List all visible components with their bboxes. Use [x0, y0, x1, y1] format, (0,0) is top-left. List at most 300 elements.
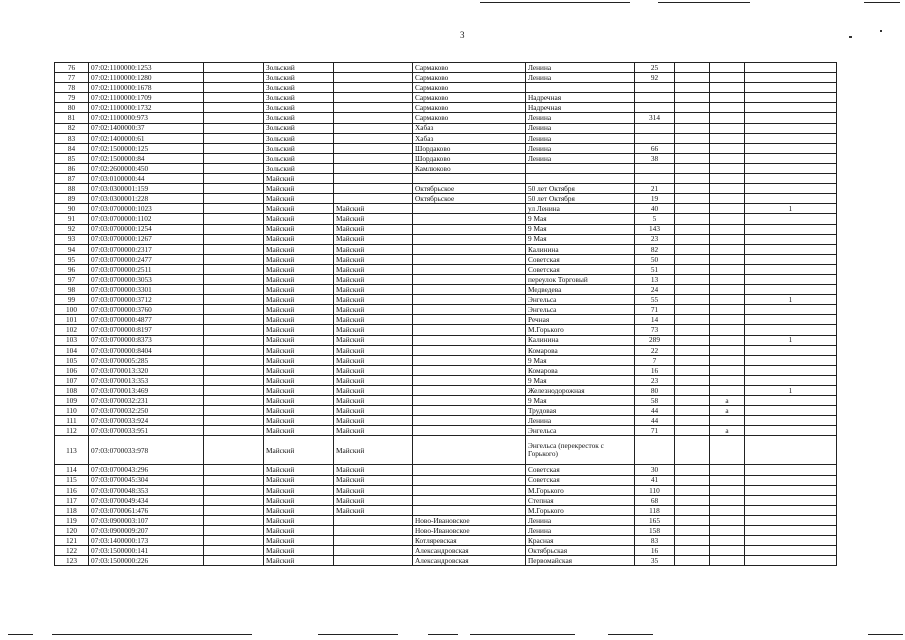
cell-letter	[710, 485, 745, 495]
cell-cadastral: 07:03:0700000:8197	[89, 325, 204, 335]
cell-cadastral: 07:03:1500000:141	[89, 546, 204, 556]
table-row	[55, 174, 837, 184]
cell-district: Майский	[264, 495, 334, 505]
cell-locality: Ново-Ивановское	[413, 515, 526, 525]
cell-cadastral: 07:03:0700033:924	[89, 416, 204, 426]
cell-letter	[710, 335, 745, 345]
cell-mark	[745, 103, 837, 113]
cell-house: 92	[635, 73, 675, 83]
cell-settlement: Майский	[334, 305, 413, 315]
cell-settlement	[334, 63, 413, 73]
cell-house: 7	[635, 355, 675, 365]
cell-mark: 1	[745, 204, 837, 214]
cell-street: Октябрьская	[526, 546, 635, 556]
cell-blank	[204, 63, 264, 73]
cell-settlement: Майский	[334, 416, 413, 426]
cell-district: Майский	[264, 194, 334, 204]
cell-cadastral: 07:03:0700000:2317	[89, 244, 204, 254]
table-row	[55, 83, 837, 93]
cell-blank	[204, 103, 264, 113]
table-row	[55, 485, 837, 495]
cell-blank	[204, 315, 264, 325]
cell-letter: а	[710, 406, 745, 416]
cell-street: 50 лет Октября	[526, 184, 635, 194]
cadastral-table	[54, 62, 837, 566]
cell-mark	[745, 234, 837, 244]
cell-district: Майский	[264, 505, 334, 515]
cell-house: 16	[635, 546, 675, 556]
cell-letter	[710, 305, 745, 315]
cell-blank	[204, 386, 264, 396]
bottom-rule-2	[52, 634, 252, 635]
cell-street: Надречная	[526, 103, 635, 113]
cell-district: Майский	[264, 426, 334, 436]
cell-settlement: Майский	[334, 254, 413, 264]
cell-blank	[204, 234, 264, 244]
cell-blank	[204, 214, 264, 224]
cell-locality	[413, 375, 526, 385]
cell-no: 77	[55, 73, 89, 83]
cell-locality: Шордаково	[413, 153, 526, 163]
page-number: 3	[460, 30, 465, 40]
table-row	[55, 335, 837, 345]
cell-district: Майский	[264, 335, 334, 345]
cell-cadastral: 07:02:1500000:84	[89, 153, 204, 163]
cell-settlement: Майский	[334, 224, 413, 234]
cell-settlement: Майский	[334, 365, 413, 375]
cell-settlement	[334, 113, 413, 123]
cell-mark	[745, 264, 837, 274]
cell-house: 24	[635, 285, 675, 295]
table-row	[55, 133, 837, 143]
cell-locality: Котляревская	[413, 536, 526, 546]
cell-district: Зольский	[264, 143, 334, 153]
cell-street: Комарова	[526, 365, 635, 375]
cell-flat	[675, 73, 710, 83]
cell-blank	[204, 174, 264, 184]
cell-street: 9 Мая	[526, 224, 635, 234]
table-row	[55, 123, 837, 133]
cell-blank	[204, 536, 264, 546]
cell-mark	[745, 325, 837, 335]
cell-blank	[204, 305, 264, 315]
cell-letter	[710, 174, 745, 184]
cell-settlement	[334, 93, 413, 103]
cell-mark	[745, 515, 837, 525]
cell-flat	[675, 163, 710, 173]
cell-no: 109	[55, 396, 89, 406]
cell-letter	[710, 123, 745, 133]
scan-speck	[849, 36, 852, 38]
cell-settlement	[334, 515, 413, 525]
cell-no: 89	[55, 194, 89, 204]
cell-flat	[675, 194, 710, 204]
cell-district: Майский	[264, 375, 334, 385]
cell-street: Советская	[526, 465, 635, 475]
cell-house: 83	[635, 536, 675, 546]
cell-district: Майский	[264, 396, 334, 406]
cell-locality	[413, 295, 526, 305]
cell-blank	[204, 355, 264, 365]
cell-mark	[745, 224, 837, 234]
cell-letter	[710, 505, 745, 515]
cell-flat	[675, 315, 710, 325]
cell-flat	[675, 536, 710, 546]
cell-letter	[710, 556, 745, 566]
cell-mark	[745, 536, 837, 546]
cell-district: Зольский	[264, 113, 334, 123]
cell-letter	[710, 274, 745, 284]
cell-locality: Хабаз	[413, 133, 526, 143]
cell-blank	[204, 254, 264, 264]
cell-cadastral: 07:03:0700000:3053	[89, 274, 204, 284]
cell-street: Комарова	[526, 345, 635, 355]
table-row	[55, 475, 837, 485]
cell-cadastral: 07:03:0700013:320	[89, 365, 204, 375]
cell-letter	[710, 475, 745, 485]
cell-blank	[204, 556, 264, 566]
cell-blank	[204, 184, 264, 194]
cell-cadastral: 07:02:1100000:1732	[89, 103, 204, 113]
table-row	[55, 416, 837, 426]
cell-settlement: Майский	[334, 485, 413, 495]
cell-house: 71	[635, 305, 675, 315]
cell-mark	[745, 315, 837, 325]
cell-letter	[710, 325, 745, 335]
cell-locality	[413, 426, 526, 436]
cell-street: 9 Мая	[526, 214, 635, 224]
cell-district: Майский	[264, 285, 334, 295]
cell-cadastral: 07:03:1400000:173	[89, 536, 204, 546]
cell-flat	[675, 153, 710, 163]
cell-no: 94	[55, 244, 89, 254]
cell-district: Майский	[264, 204, 334, 214]
cell-blank	[204, 113, 264, 123]
cell-street: Красная	[526, 536, 635, 546]
cell-street: 50 лет Октября	[526, 194, 635, 204]
cell-flat	[675, 143, 710, 153]
cell-cadastral: 07:03:0300001:159	[89, 184, 204, 194]
cell-mark	[745, 546, 837, 556]
cell-street: Советская	[526, 254, 635, 264]
cell-mark	[745, 244, 837, 254]
cell-no: 97	[55, 274, 89, 284]
cell-settlement: Майский	[334, 345, 413, 355]
cell-letter: а	[710, 426, 745, 436]
cell-no: 118	[55, 505, 89, 515]
cell-flat	[675, 375, 710, 385]
cell-mark	[745, 163, 837, 173]
cell-street: Первомайская	[526, 556, 635, 566]
cell-flat	[675, 103, 710, 113]
cell-blank	[204, 123, 264, 133]
cell-locality: Сармаково	[413, 93, 526, 103]
cell-settlement	[334, 556, 413, 566]
cell-house: 14	[635, 315, 675, 325]
cell-letter	[710, 254, 745, 264]
cell-locality	[413, 355, 526, 365]
cell-house: 51	[635, 264, 675, 274]
cell-cadastral: 07:03:0700005:285	[89, 355, 204, 365]
table-row	[55, 184, 837, 194]
cell-district: Майский	[264, 386, 334, 396]
cell-settlement	[334, 526, 413, 536]
cell-cadastral: 07:03:0700043:296	[89, 465, 204, 475]
cell-settlement: Майский	[334, 436, 413, 465]
bottom-rule-7	[868, 634, 903, 635]
cell-no: 110	[55, 406, 89, 416]
cell-locality	[413, 485, 526, 495]
cell-mark	[745, 505, 837, 515]
cell-settlement	[334, 546, 413, 556]
cell-settlement: Майский	[334, 386, 413, 396]
cell-cadastral: 07:03:0700000:1267	[89, 234, 204, 244]
cell-no: 122	[55, 546, 89, 556]
table-row	[55, 224, 837, 234]
cell-street: Калинина	[526, 244, 635, 254]
cell-locality	[413, 264, 526, 274]
table-row	[55, 295, 837, 305]
cell-mark: 1	[745, 335, 837, 345]
cell-flat	[675, 93, 710, 103]
cell-mark	[745, 194, 837, 204]
cell-district: Зольский	[264, 133, 334, 143]
cell-no: 84	[55, 143, 89, 153]
cell-cadastral: 07:02:1100000:973	[89, 113, 204, 123]
cell-locality	[413, 214, 526, 224]
cell-no: 117	[55, 495, 89, 505]
cell-street: М.Горького	[526, 505, 635, 515]
cell-settlement: Майский	[334, 375, 413, 385]
cell-flat	[675, 264, 710, 274]
cell-no: 116	[55, 485, 89, 495]
cell-flat	[675, 355, 710, 365]
table-row	[55, 515, 837, 525]
cell-flat	[675, 285, 710, 295]
cell-house: 118	[635, 505, 675, 515]
cell-house: 19	[635, 194, 675, 204]
table-row	[55, 285, 837, 295]
cell-flat	[675, 386, 710, 396]
cell-district: Майский	[264, 515, 334, 525]
cell-mark	[745, 123, 837, 133]
cell-flat	[675, 113, 710, 123]
cell-flat	[675, 365, 710, 375]
table-row	[55, 325, 837, 335]
bottom-rule-5	[470, 634, 575, 635]
cell-mark	[745, 426, 837, 436]
cell-house: 66	[635, 143, 675, 153]
cell-blank	[204, 436, 264, 465]
cell-letter	[710, 133, 745, 143]
cell-locality: Камлюково	[413, 163, 526, 173]
cell-district: Зольский	[264, 93, 334, 103]
cell-district: Майский	[264, 315, 334, 325]
cell-letter	[710, 143, 745, 153]
cell-settlement: Майский	[334, 495, 413, 505]
cell-settlement: Майский	[334, 234, 413, 244]
cell-settlement: Майский	[334, 426, 413, 436]
cell-street	[526, 174, 635, 184]
cell-street: Энгельса	[526, 305, 635, 315]
table-row	[55, 426, 837, 436]
cell-no: 111	[55, 416, 89, 426]
cell-blank	[204, 515, 264, 525]
cell-settlement: Майский	[334, 285, 413, 295]
cell-house: 80	[635, 386, 675, 396]
table-row	[55, 505, 837, 515]
cell-letter	[710, 63, 745, 73]
cell-cadastral: 07:03:0700013:469	[89, 386, 204, 396]
cell-blank	[204, 163, 264, 173]
cell-street: 9 Мая	[526, 234, 635, 244]
table-row	[55, 244, 837, 254]
table-row	[55, 556, 837, 566]
cell-no: 92	[55, 224, 89, 234]
cell-locality	[413, 495, 526, 505]
cell-house	[635, 93, 675, 103]
cell-street: Ленина	[526, 123, 635, 133]
cell-settlement: Майский	[334, 396, 413, 406]
cell-no: 101	[55, 315, 89, 325]
cell-blank	[204, 295, 264, 305]
table-row	[55, 153, 837, 163]
cell-letter	[710, 153, 745, 163]
cell-locality	[413, 406, 526, 416]
cell-house: 71	[635, 426, 675, 436]
cell-blank	[204, 416, 264, 426]
cell-flat	[675, 184, 710, 194]
cell-letter	[710, 194, 745, 204]
cell-cadastral: 07:03:0700033:951	[89, 426, 204, 436]
cell-flat	[675, 244, 710, 254]
cell-cadastral: 07:02:1500000:125	[89, 143, 204, 153]
cell-letter	[710, 224, 745, 234]
cell-street: Ленина	[526, 113, 635, 123]
cell-cadastral: 07:03:0100000:44	[89, 174, 204, 184]
cell-cadastral: 07:03:0700000:4877	[89, 315, 204, 325]
cell-house: 44	[635, 406, 675, 416]
cell-no: 104	[55, 345, 89, 355]
cell-no: 120	[55, 526, 89, 536]
cell-no: 91	[55, 214, 89, 224]
cell-house: 41	[635, 475, 675, 485]
table-row	[55, 274, 837, 284]
cell-blank	[204, 224, 264, 234]
cell-letter	[710, 515, 745, 525]
cell-district: Майский	[264, 526, 334, 536]
table-row	[55, 254, 837, 264]
cell-street: Советская	[526, 475, 635, 485]
cell-house: 35	[635, 556, 675, 566]
cell-street: М.Горького	[526, 325, 635, 335]
cell-mark	[745, 63, 837, 73]
cell-house: 25	[635, 63, 675, 73]
cell-no: 98	[55, 285, 89, 295]
cell-mark	[745, 305, 837, 315]
table-row	[55, 345, 837, 355]
cell-no: 112	[55, 426, 89, 436]
cell-house: 44	[635, 416, 675, 426]
cell-flat	[675, 546, 710, 556]
cell-district: Майский	[264, 485, 334, 495]
cell-cadastral: 07:03:0700048:353	[89, 485, 204, 495]
cell-no: 95	[55, 254, 89, 264]
cell-district: Майский	[264, 264, 334, 274]
cell-locality	[413, 335, 526, 345]
cell-letter	[710, 244, 745, 254]
cell-flat	[675, 335, 710, 345]
cell-cadastral: 07:03:0900009:207	[89, 526, 204, 536]
cell-letter	[710, 204, 745, 214]
cell-locality	[413, 505, 526, 515]
cell-cadastral: 07:03:0700032:250	[89, 406, 204, 416]
cell-no: 121	[55, 536, 89, 546]
cell-house: 23	[635, 375, 675, 385]
cell-blank	[204, 485, 264, 495]
cell-locality	[413, 416, 526, 426]
cell-district: Майский	[264, 254, 334, 264]
cell-settlement	[334, 103, 413, 113]
cell-district: Майский	[264, 184, 334, 194]
cell-district: Майский	[264, 174, 334, 184]
cell-settlement	[334, 143, 413, 153]
cell-mark	[745, 345, 837, 355]
cell-house	[635, 123, 675, 133]
cell-blank	[204, 546, 264, 556]
table-row	[55, 163, 837, 173]
cell-mark	[745, 153, 837, 163]
cell-cadastral: 07:03:0700000:3712	[89, 295, 204, 305]
cell-cadastral: 07:03:0700000:8373	[89, 335, 204, 345]
cell-locality: Сармаково	[413, 83, 526, 93]
cell-blank	[204, 194, 264, 204]
cell-flat	[675, 526, 710, 536]
cell-mark	[745, 396, 837, 406]
cell-locality	[413, 234, 526, 244]
cell-mark	[745, 143, 837, 153]
cell-cadastral: 07:03:0700061:476	[89, 505, 204, 515]
cell-no: 78	[55, 83, 89, 93]
table-row	[55, 234, 837, 244]
cell-locality	[413, 475, 526, 485]
cell-settlement: Майский	[334, 295, 413, 305]
cell-blank	[204, 153, 264, 163]
cell-locality: Сармаково	[413, 103, 526, 113]
cell-flat	[675, 123, 710, 133]
cell-house	[635, 436, 675, 465]
cell-flat	[675, 436, 710, 465]
cell-locality: Александровская	[413, 546, 526, 556]
cell-street: 9 Мая	[526, 375, 635, 385]
cell-blank	[204, 345, 264, 355]
cell-letter	[710, 365, 745, 375]
cell-district: Майский	[264, 214, 334, 224]
scan-speck	[880, 30, 882, 32]
cell-mark	[745, 254, 837, 264]
cell-locality: Сармаково	[413, 73, 526, 83]
cell-district: Майский	[264, 305, 334, 315]
cell-district: Майский	[264, 416, 334, 426]
cell-letter	[710, 184, 745, 194]
table-row	[55, 315, 837, 325]
cell-street: 9 Мая	[526, 396, 635, 406]
cell-cadastral: 07:03:0700000:8404	[89, 345, 204, 355]
table-body	[55, 63, 837, 566]
cell-flat	[675, 204, 710, 214]
cell-blank	[204, 73, 264, 83]
table-row	[55, 546, 837, 556]
